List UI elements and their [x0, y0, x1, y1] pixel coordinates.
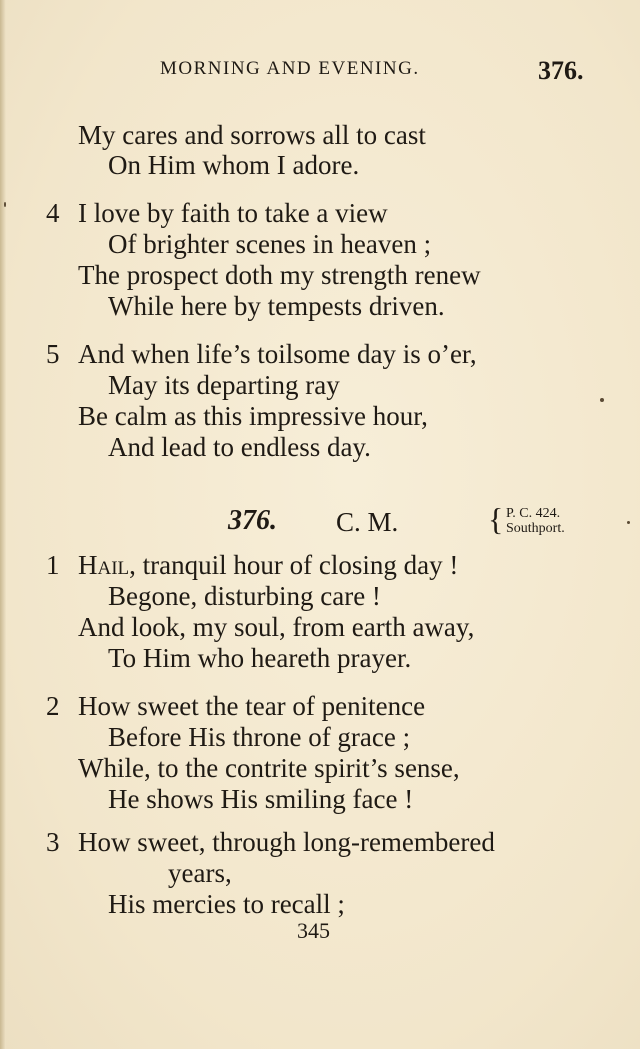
stanza-number: 5 [46, 339, 60, 369]
verse-line: I love by faith to take a view [78, 198, 388, 228]
tune-reference [506, 506, 606, 536]
folio-page-number: 345 [297, 918, 330, 943]
verse-line: While, to the contrite spirit’s sense, [78, 753, 460, 783]
verse-line: His mercies to recall ; [108, 889, 345, 919]
stanza-number: 1 [46, 550, 60, 580]
verse-line: On Him whom I adore. [108, 150, 360, 180]
hymn-page-number: 376. [538, 56, 584, 85]
verse-line: How sweet, through long-remembered [78, 827, 495, 857]
tune-name: Southport. [506, 521, 565, 536]
line-rest: , tranquil hour of closing day ! [129, 550, 459, 580]
ink-speck [4, 202, 6, 207]
verse-line: Of brighter scenes in heaven ; [108, 229, 432, 259]
verse-line: Be calm as this impressive hour, [78, 401, 428, 431]
verse-line: And lead to endless day. [108, 432, 371, 462]
ink-speck [627, 521, 630, 524]
stanza-number: 3 [46, 827, 60, 857]
hymn-number: 376. [228, 505, 277, 536]
first-letter: H [78, 550, 98, 580]
verse-line: The prospect doth my strength renew [78, 260, 481, 290]
verse-line: years, [168, 858, 232, 888]
ink-speck [600, 398, 604, 402]
verse-line [78, 552, 458, 579]
verse-line: And look, my soul, from earth away, [78, 612, 475, 642]
page-binding-edge [0, 0, 6, 1049]
verse-line: How sweet the tear of penitence [78, 691, 426, 721]
first-word-rest: ail [97, 550, 130, 580]
brace-icon: { [488, 501, 504, 537]
running-title: MORNING AND EVENING. [160, 58, 420, 79]
verse-line: May its departing ray [108, 370, 340, 400]
verse-line: He shows His smiling face ! [108, 784, 414, 814]
stanza-number: 2 [46, 691, 60, 721]
verse-line: My cares and sorrows all to cast [78, 120, 426, 150]
verse-line: Begone, disturbing care ! [108, 581, 381, 611]
tune-reference-number: P. C. 424. [506, 506, 561, 521]
verse-line: Before His throne of grace ; [108, 722, 411, 752]
verse-line: To Him who heareth prayer. [108, 643, 412, 673]
stanza-number: 4 [46, 198, 60, 228]
verse-line: While here by tempests driven. [108, 291, 445, 321]
hymn-meter: C. M. [336, 507, 399, 537]
verse-line: And when life’s toilsome day is o’er, [78, 339, 477, 369]
